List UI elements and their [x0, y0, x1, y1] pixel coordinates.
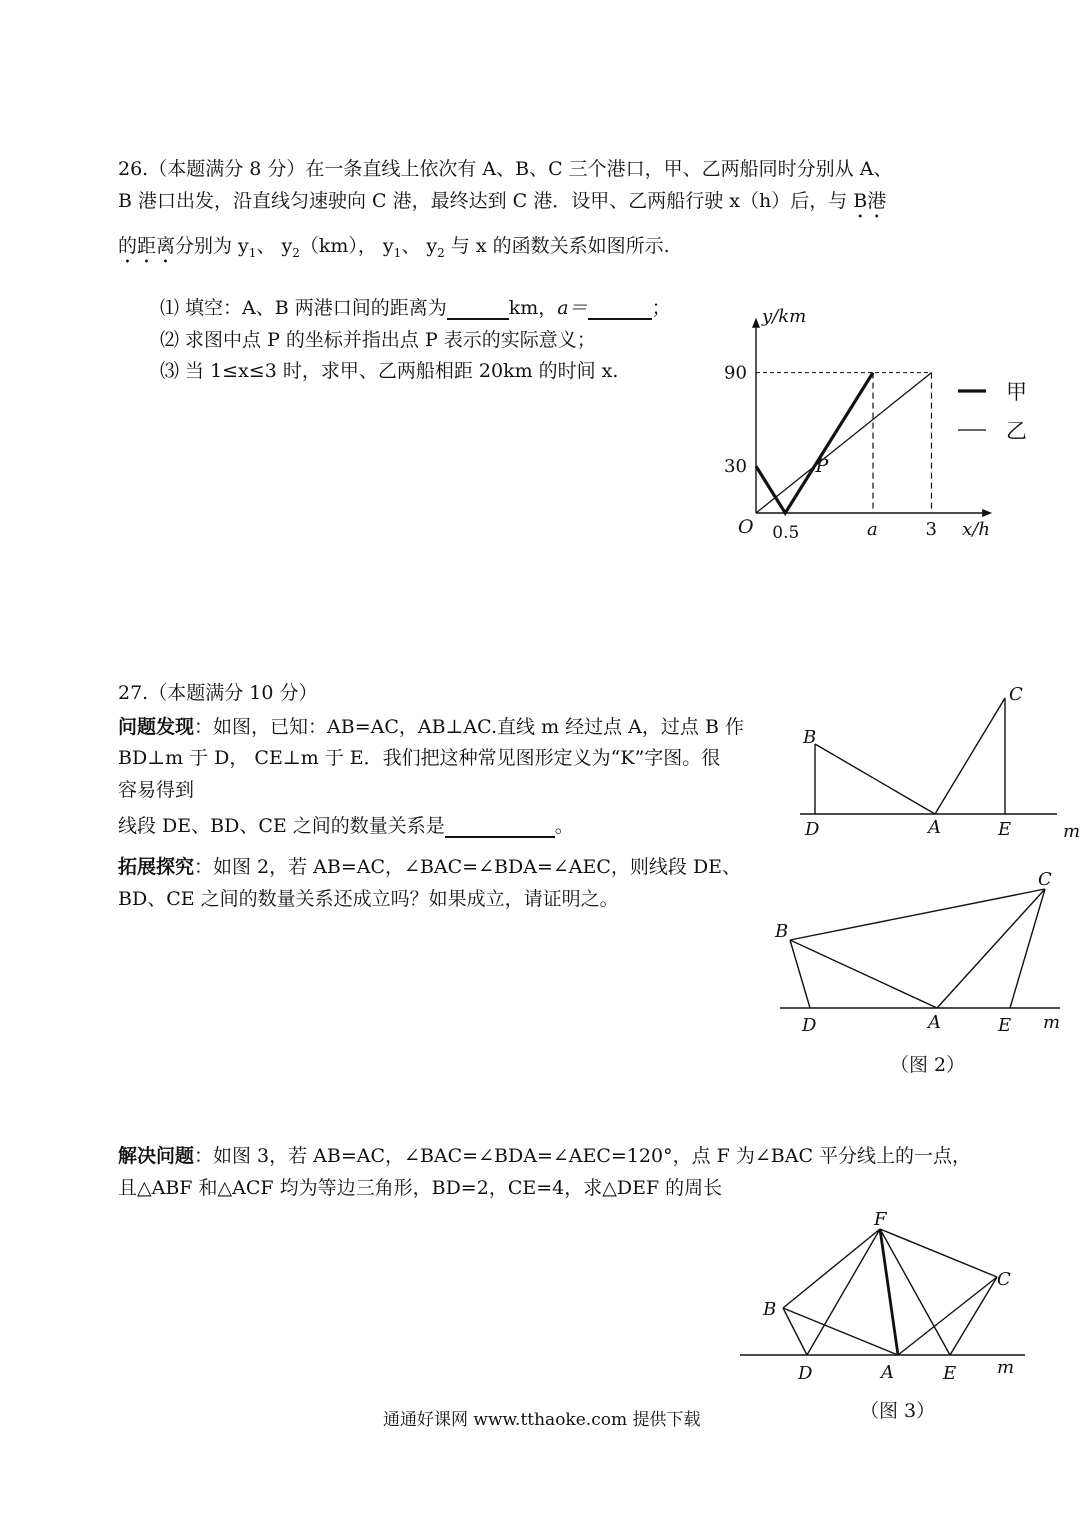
- chart-y-axis-label: y/km: [762, 305, 807, 327]
- chart-series-line-0: [756, 373, 873, 513]
- fig2-label-e: E: [998, 1015, 1012, 1036]
- q26-line3: [118, 234, 670, 268]
- fig3-segment-ba: [783, 1308, 898, 1355]
- chart-x-tick-3: 3: [925, 519, 937, 540]
- fig3-segment-fc: [880, 1229, 997, 1277]
- fig1-label-c: C: [1009, 684, 1023, 705]
- q27-discover-text1: ：如图，已知：AB=AC，AB⊥AC.直线 m 经过点 A，过点 B 作: [194, 716, 744, 738]
- fig3-segment-fe: [880, 1229, 950, 1355]
- q26-part1-c: ；: [651, 297, 671, 319]
- fig2-label-d: D: [802, 1015, 817, 1036]
- chart-y-tick-30: 30: [724, 456, 747, 478]
- fig3-label-d: D: [798, 1363, 813, 1384]
- fig2-label-a: A: [928, 1012, 941, 1033]
- q26-sub2: 2: [292, 245, 300, 260]
- fig1-label-m: m: [1063, 821, 1081, 842]
- fig1-segment-ac: [935, 698, 1005, 814]
- q27-extend-label: 拓展探究: [118, 856, 195, 878]
- q27-title: 27.（本题满分 10 分）: [118, 682, 318, 704]
- q27-blank-relation[interactable]: [445, 816, 555, 838]
- q26-line3-b: 、 y: [256, 235, 293, 257]
- fig2-label-c: C: [1038, 869, 1052, 890]
- q26-line3-a: 分别为 y: [175, 235, 249, 257]
- fig3-segment-fa: [880, 1229, 898, 1355]
- fig1-label-d: D: [805, 819, 820, 840]
- fig3-label-m: m: [997, 1357, 1015, 1378]
- q26-line3-d: 、 y: [401, 235, 438, 257]
- fig1-label-e: E: [998, 819, 1012, 840]
- fig1-segment-ba: [815, 744, 935, 814]
- q27-solve-line2: 且△ABF 和△ACF 均为等边三角形，BD=2，CE=4，求△DEF 的周长: [118, 1177, 723, 1199]
- fig1-label-b: B: [803, 727, 817, 748]
- chart-origin-label: O: [738, 516, 754, 538]
- q27-solve-line1: [118, 1144, 971, 1168]
- q27-solve-text1: ：如图 3，若 AB=AC，∠BAC=∠BDA=∠AEC=120°，点 F 为∠BAC 平分线上的一点，: [194, 1145, 972, 1167]
- chart-legend-label-jia: 甲: [1006, 380, 1027, 404]
- fig2-segment-ce: [1010, 889, 1045, 1008]
- figure-3: [735, 1205, 1055, 1425]
- q26-part3: ⑶ 当 1≤x≤3 时，求甲、乙两船相距 20km 的时间 x.: [160, 360, 619, 382]
- fig3-segment-fd: [807, 1229, 880, 1355]
- q27-extend-line1: [118, 855, 741, 879]
- fig3-caption: （图 3）: [860, 1400, 936, 1422]
- fig3-label-a: A: [881, 1362, 894, 1383]
- fig2-segment-bd: [790, 940, 810, 1008]
- q26-line3-e: 与 x 的函数关系如图所示.: [444, 235, 670, 257]
- fig2-caption: （图 2）: [890, 1054, 966, 1076]
- fig3-segment-fb: [783, 1229, 880, 1308]
- q27-discover-text4: 线段 DE、BD、CE 之间的数量关系是: [118, 815, 445, 837]
- fig3-label-e: E: [943, 1363, 957, 1384]
- q26-part1-a: ⑴ 填空：A、B 两港口间的距离为: [160, 297, 447, 319]
- footer-text: 通通好课网 www.tthaoke.com 提供下载: [383, 1410, 701, 1430]
- q27-discover-line3: 容易得到: [118, 779, 195, 801]
- q26-line3-c: （km）， y: [299, 235, 394, 257]
- q26-part2: ⑵ 求图中点 P 的坐标并指出点 P 表示的实际意义；: [160, 329, 596, 351]
- q27-discover-label: 问题发现: [118, 716, 195, 738]
- fig2-label-m: m: [1043, 1012, 1061, 1033]
- fig3-label-c: C: [997, 1269, 1011, 1290]
- fig3-segment-ce: [950, 1277, 997, 1355]
- figure-2: [770, 865, 1070, 1075]
- q26-line2: [118, 189, 886, 223]
- chart-legend-label-yi: 乙: [1006, 419, 1027, 443]
- q26-line1: 26.（本题满分 8 分）在一条直线上依次有 A、B、C 三个港口，甲、乙两船同时分别从 A、: [118, 158, 893, 180]
- fig3-segment-bd: [783, 1308, 807, 1355]
- q26-line3-emphasis: 的距离: [118, 235, 176, 257]
- chart-point-p-label: P: [815, 455, 829, 478]
- chart-x-tick-0.5: 0.5: [772, 523, 800, 543]
- q26-blank-a[interactable]: [588, 298, 652, 320]
- function-graph: [722, 305, 1027, 548]
- q26-sub3: 1: [393, 245, 402, 260]
- q27-extend-text1: ：如图 2，若 AB=AC，∠BAC=∠BDA=∠AEC，则线段 DE、: [194, 856, 742, 878]
- q27-discover-line4: [118, 814, 574, 838]
- figure-1: [795, 680, 1085, 840]
- q26-part1: [160, 296, 671, 320]
- q26-blank-distance[interactable]: [447, 298, 509, 320]
- fig2-segment-bc: [790, 889, 1045, 940]
- q26-part1-b: km，: [508, 297, 558, 319]
- fig3-label-b: B: [763, 1299, 777, 1320]
- q27-discover-line2: BD⊥m 于 D， CE⊥m 于 E．我们把这种常见图形定义为“K”字图。很: [118, 747, 721, 769]
- chart-y-axis-arrow: [752, 318, 760, 328]
- q26-part1-var: a＝: [557, 297, 588, 319]
- q27-solve-label: 解决问题: [118, 1145, 195, 1167]
- q26-line2-text: B 港口出发，沿直线匀速驶向 C 港，最终达到 C 港．设甲、乙两船行驶 x（h）后，与: [118, 190, 854, 212]
- q27-discover-end: 。: [554, 815, 574, 837]
- chart-y-tick-90: 90: [724, 362, 747, 384]
- fig2-label-b: B: [775, 921, 789, 942]
- chart-series-line-1: [756, 373, 932, 513]
- q26-line2-emphasis: B港: [853, 190, 887, 212]
- q27-discover-line1: [118, 715, 744, 739]
- chart-x-axis-arrow: [982, 509, 992, 517]
- chart-x-tick-a: a: [867, 519, 878, 540]
- fig3-label-f: F: [874, 1209, 887, 1230]
- chart-x-axis-label: x/h: [962, 519, 990, 540]
- q27-extend-line2: BD、CE 之间的数量关系还成立吗？如果成立，请证明之。: [118, 888, 619, 910]
- q26-sub4: 2: [437, 245, 445, 260]
- fig2-segment-ba: [790, 940, 937, 1008]
- fig1-label-a: A: [928, 817, 941, 838]
- q26-sub1: 1: [248, 245, 257, 260]
